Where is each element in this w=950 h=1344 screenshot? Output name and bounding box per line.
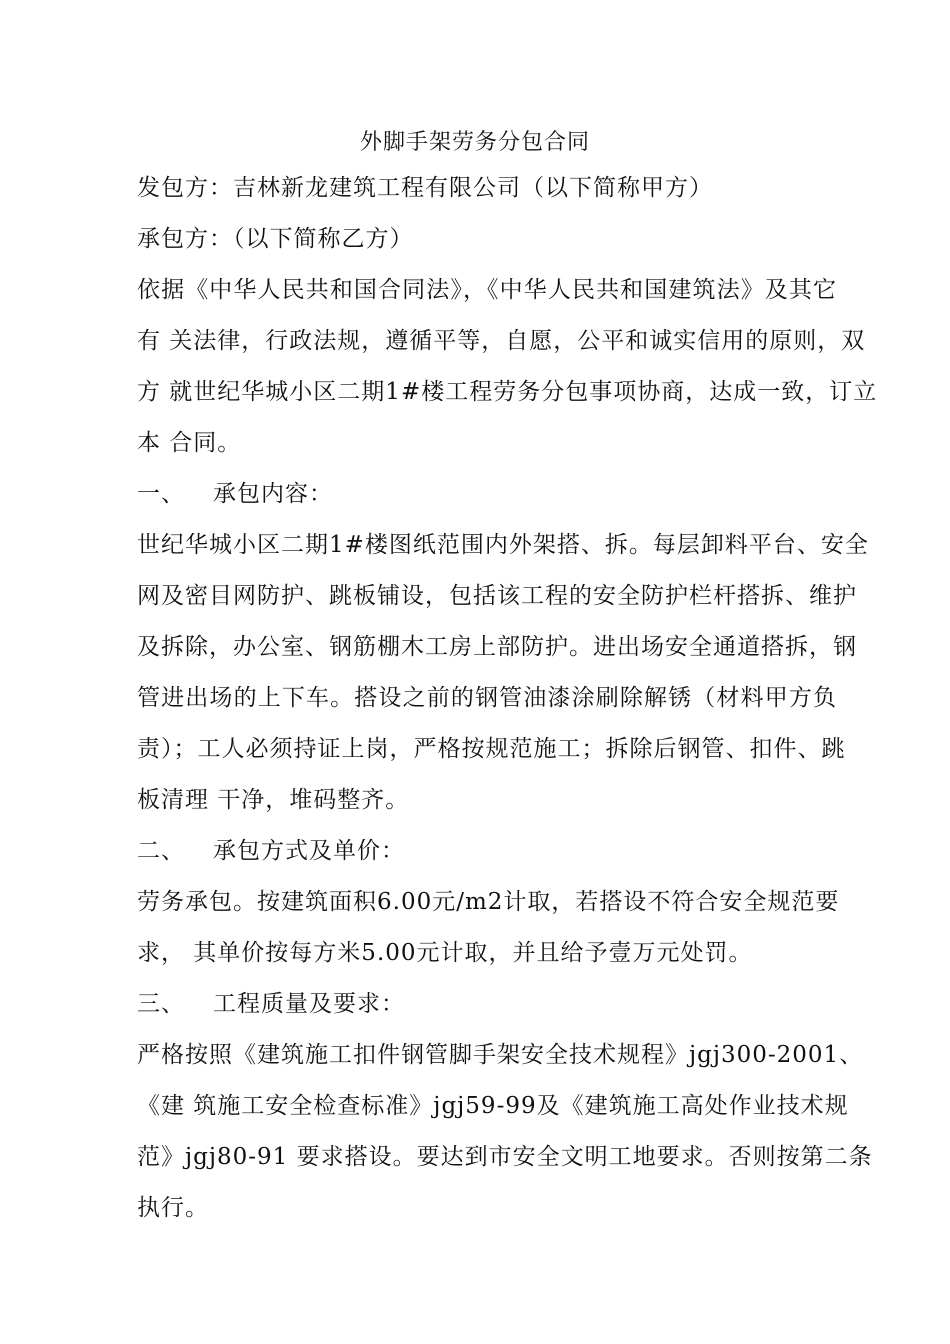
section-heading-2 <box>137 836 837 866</box>
section-1-line: 管进出场的上下车。搭设之前的钢管油漆涂刷除解锈（材料甲方负 <box>137 685 837 711</box>
section-heading-1 <box>137 479 837 509</box>
section-1-line: 世纪华城小区二期1#楼图纸范围内外架搭、拆。每层卸料平台、安全 <box>137 532 869 558</box>
section-heading-3 <box>137 989 837 1019</box>
section-number: 一、 <box>137 481 185 507</box>
section-1-line: 及拆除，办公室、钢筋棚木工房上部防护。进出场安全通道搭拆，钢 <box>137 634 857 660</box>
section-2-line: 劳务承包。按建筑面积6.00元/m2计取，若搭设不符合安全规范要 <box>137 889 840 915</box>
preamble-line: 本 合同。 <box>137 430 242 456</box>
preamble-line: 方 就世纪华城小区二期1#楼工程劳务分包事项协商，达成一致，订立 <box>137 379 878 405</box>
section-number: 二、 <box>137 838 185 864</box>
section-1-line: 板清理 干净，堆码整齐。 <box>137 787 410 813</box>
section-3-line: 严格按照《建筑施工扣件钢管脚手架安全技术规程》jgj300-2001、 <box>137 1042 864 1068</box>
section-title: 承包内容： <box>213 481 333 507</box>
party-b-line: 承包方：（以下简称乙方） <box>137 226 414 252</box>
section-3-line: 范》jgj80-91 要求搭设。要达到市安全文明工地要求。否则按第二条 <box>137 1144 873 1170</box>
section-3-line: 执行。 <box>137 1195 209 1221</box>
section-1-line: 责）；工人必须持证上岗，严格按规范施工；拆除后钢管、扣件、跳 <box>137 736 846 762</box>
section-title: 工程质量及要求： <box>213 991 405 1017</box>
preamble-line: 依据《中华人民共和国合同法》，《中华人民共和国建筑法》及其它 <box>137 277 837 303</box>
party-a-line: 发包方：吉林新龙建筑工程有限公司（以下简称甲方） <box>137 175 713 201</box>
preamble-line: 有 关法律，行政法规，遵循平等，自愿，公平和诚实信用的原则，双 <box>137 328 866 354</box>
section-title: 承包方式及单价： <box>213 838 405 864</box>
section-2-line: 求， 其单价按每方米5.00元计取，并且给予壹万元处罚。 <box>137 940 753 966</box>
section-1-line: 网及密目网防护、跳板铺设，包括该工程的安全防护栏杆搭拆、维护 <box>137 583 857 609</box>
section-3-line: 《建 筑施工安全检查标准》jgj59-99及《建筑施工高处作业技术规 <box>137 1093 849 1119</box>
section-number: 三、 <box>137 991 185 1017</box>
document-title: 外脚手架劳务分包合同 <box>359 130 590 155</box>
